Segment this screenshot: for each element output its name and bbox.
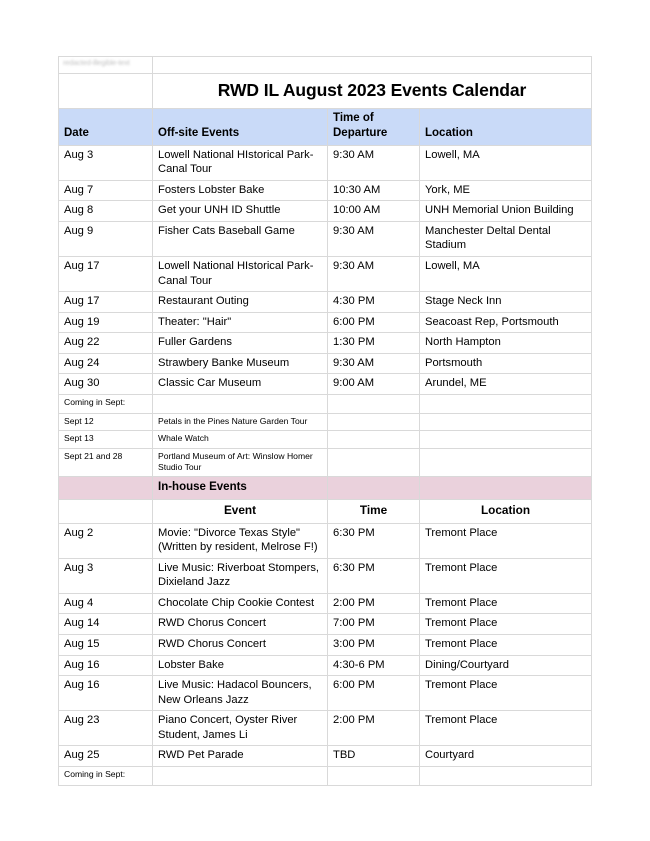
cell-date: Sept 21 and 28 — [59, 448, 153, 477]
coming-blank-event — [153, 394, 328, 413]
column-header-event: Event — [153, 500, 328, 523]
cell-time: 1:30 PM — [328, 333, 420, 354]
cell-time: 9:30 AM — [328, 145, 420, 180]
cell-date: Aug 3 — [59, 145, 153, 180]
cell-date: Aug 7 — [59, 180, 153, 201]
inhouse-band-blank-time — [328, 477, 420, 500]
time-of-departure-line2: Departure — [333, 126, 388, 139]
title-row — [59, 74, 592, 109]
redacted-stub-cell — [59, 57, 153, 74]
table-row — [59, 523, 592, 558]
table-row — [59, 746, 592, 767]
cell-location: Tremont Place — [420, 558, 592, 593]
cell-date: Aug 22 — [59, 333, 153, 354]
inhouse-section-band — [59, 477, 592, 500]
table-row — [59, 374, 592, 395]
cell-event: Chocolate Chip Cookie Contest — [153, 593, 328, 614]
table-row — [59, 221, 592, 256]
table-row — [59, 558, 592, 593]
cell-date: Aug 8 — [59, 201, 153, 222]
cell-date: Aug 19 — [59, 312, 153, 333]
cell-location: Tremont Place — [420, 593, 592, 614]
cell-date: Aug 17 — [59, 292, 153, 313]
stub-blank-cell — [153, 57, 592, 74]
cell-event: Classic Car Museum — [153, 374, 328, 395]
inhouse-header-row — [59, 500, 592, 523]
cell-location: Seacoast Rep, Portsmouth — [420, 312, 592, 333]
inhouse-band-blank-location — [420, 477, 592, 500]
cell-location: Lowell, MA — [420, 145, 592, 180]
cell-event: Strawbery Banke Museum — [153, 353, 328, 374]
table-row — [59, 180, 592, 201]
cell-date: Aug 3 — [59, 558, 153, 593]
offsite-coming-label-row — [59, 394, 592, 413]
table-row — [59, 201, 592, 222]
offsite-header-row — [59, 108, 592, 145]
cell-date: Sept 12 — [59, 413, 153, 430]
table-row — [59, 711, 592, 746]
stub-row — [59, 57, 592, 74]
cell-time: 4:30 PM — [328, 292, 420, 313]
cell-time: 10:00 AM — [328, 201, 420, 222]
cell-location: Tremont Place — [420, 634, 592, 655]
cell-event: Live Music: Hadacol Bouncers, New Orleans Jazz — [153, 676, 328, 711]
table-row — [59, 312, 592, 333]
coming-in-sept-label: Coming in Sept: — [59, 766, 153, 785]
cell-location: Portsmouth — [420, 353, 592, 374]
cell-location: Stage Neck Inn — [420, 292, 592, 313]
cell-event: Whale Watch — [153, 431, 328, 448]
table-row — [59, 431, 592, 448]
table-body — [59, 57, 592, 786]
cell-time: 10:30 AM — [328, 180, 420, 201]
cell-time — [328, 431, 420, 448]
cell-date: Aug 16 — [59, 655, 153, 676]
inhouse-band-spacer — [59, 477, 153, 500]
cell-event: Piano Concert, Oyster River Student, James Li — [153, 711, 328, 746]
table-row — [59, 655, 592, 676]
cell-event: Get your UNH ID Shuttle — [153, 201, 328, 222]
cell-event: Live Music: Riverboat Stompers, Dixieland Jazz — [153, 558, 328, 593]
cell-time: 6:30 PM — [328, 558, 420, 593]
cell-time: TBD — [328, 746, 420, 767]
cell-date: Aug 9 — [59, 221, 153, 256]
column-header-location: Location — [420, 108, 592, 145]
table-row — [59, 333, 592, 354]
cell-date: Aug 4 — [59, 593, 153, 614]
cell-event: Lobster Bake — [153, 655, 328, 676]
title-left-spacer — [59, 74, 153, 109]
cell-time — [328, 448, 420, 477]
table-row — [59, 145, 592, 180]
cell-location: Manchester Deltal Dental Stadium — [420, 221, 592, 256]
cell-event: RWD Pet Parade — [153, 746, 328, 767]
cell-date: Sept 13 — [59, 431, 153, 448]
table-row — [59, 292, 592, 313]
cell-event: Portland Museum of Art: Winslow Homer Studio Tour — [153, 448, 328, 477]
table-row — [59, 257, 592, 292]
time-of-departure-line1: Time of — [333, 111, 374, 124]
cell-location: Arundel, ME — [420, 374, 592, 395]
cell-location: North Hampton — [420, 333, 592, 354]
cell-event: Theater: "Hair" — [153, 312, 328, 333]
cell-date: Aug 30 — [59, 374, 153, 395]
cell-time: 9:00 AM — [328, 374, 420, 395]
column-header-inhouse-blank — [59, 500, 153, 523]
table-row — [59, 634, 592, 655]
inhouse-coming-label-row — [59, 766, 592, 785]
cell-location: Dining/Courtyard — [420, 655, 592, 676]
cell-location: Tremont Place — [420, 711, 592, 746]
page-title: RWD IL August 2023 Events Calendar — [153, 74, 592, 109]
cell-date: Aug 15 — [59, 634, 153, 655]
cell-event: RWD Chorus Concert — [153, 614, 328, 635]
cell-event: Fosters Lobster Bake — [153, 180, 328, 201]
cell-date: Aug 2 — [59, 523, 153, 558]
cell-location — [420, 413, 592, 430]
cell-location: Tremont Place — [420, 676, 592, 711]
cell-location — [420, 431, 592, 448]
coming-blank-event — [153, 766, 328, 785]
cell-location: Courtyard — [420, 746, 592, 767]
events-calendar-table — [58, 56, 592, 786]
cell-date: Aug 14 — [59, 614, 153, 635]
redacted-text: redacted-illegible-text — [63, 58, 130, 67]
cell-time: 3:00 PM — [328, 634, 420, 655]
cell-date: Aug 16 — [59, 676, 153, 711]
coming-blank-location — [420, 394, 592, 413]
cell-time: 6:00 PM — [328, 312, 420, 333]
column-header-offsite-events: Off-site Events — [153, 108, 328, 145]
cell-time: 2:00 PM — [328, 711, 420, 746]
cell-date: Aug 24 — [59, 353, 153, 374]
cell-event: Restaurant Outing — [153, 292, 328, 313]
cell-event: Petals in the Pines Nature Garden Tour — [153, 413, 328, 430]
cell-time: 6:30 PM — [328, 523, 420, 558]
column-header-time-of-departure — [328, 108, 420, 145]
table-row — [59, 676, 592, 711]
cell-time: 9:30 AM — [328, 221, 420, 256]
cell-event: Lowell National HIstorical Park-Canal Tour — [153, 145, 328, 180]
cell-date: Aug 25 — [59, 746, 153, 767]
coming-blank-time — [328, 394, 420, 413]
column-header-time: Time — [328, 500, 420, 523]
cell-time: 6:00 PM — [328, 676, 420, 711]
inhouse-band-label: In-house Events — [153, 477, 328, 500]
coming-blank-time — [328, 766, 420, 785]
cell-location: York, ME — [420, 180, 592, 201]
table-row — [59, 353, 592, 374]
cell-event: Lowell National HIstorical Park-Canal Tour — [153, 257, 328, 292]
coming-in-sept-label: Coming in Sept: — [59, 394, 153, 413]
cell-time — [328, 413, 420, 430]
cell-location: Lowell, MA — [420, 257, 592, 292]
cell-time: 4:30-6 PM — [328, 655, 420, 676]
coming-blank-location — [420, 766, 592, 785]
cell-time: 9:30 AM — [328, 257, 420, 292]
table-row — [59, 614, 592, 635]
cell-event: Movie: "Divorce Texas Style" (Written by resident, Melrose F!) — [153, 523, 328, 558]
cell-event: RWD Chorus Concert — [153, 634, 328, 655]
cell-location — [420, 448, 592, 477]
table-row — [59, 593, 592, 614]
cell-time: 9:30 AM — [328, 353, 420, 374]
cell-time: 7:00 PM — [328, 614, 420, 635]
cell-date: Aug 17 — [59, 257, 153, 292]
cell-location: Tremont Place — [420, 614, 592, 635]
cell-location: Tremont Place — [420, 523, 592, 558]
column-header-date: Date — [59, 108, 153, 145]
cell-time: 2:00 PM — [328, 593, 420, 614]
table-row — [59, 413, 592, 430]
cell-location: UNH Memorial Union Building — [420, 201, 592, 222]
column-header-location: Location — [420, 500, 592, 523]
cell-date: Aug 23 — [59, 711, 153, 746]
cell-event: Fisher Cats Baseball Game — [153, 221, 328, 256]
cell-event: Fuller Gardens — [153, 333, 328, 354]
table-row — [59, 448, 592, 477]
